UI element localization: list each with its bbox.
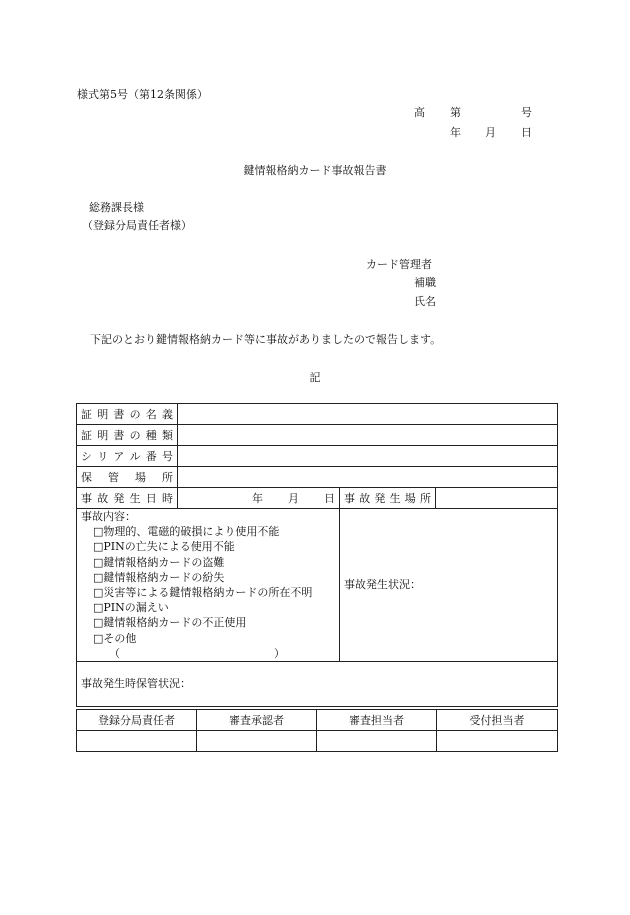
table-row (77, 662, 558, 707)
signature-box[interactable] (77, 731, 197, 752)
checkbox-item[interactable]: □鍵情報格納カードの盗難 (93, 555, 225, 569)
sig-head: 審査承認者 (197, 710, 317, 731)
table-row (77, 404, 558, 425)
certificate-type-field[interactable] (178, 425, 558, 446)
row-label: シ リ ア ル 番 号 (77, 446, 178, 467)
accident-content-cell (77, 509, 340, 662)
number-prefix: 高 (414, 106, 425, 119)
row-label: 証 明 書 の 名 義 (77, 404, 178, 425)
checkbox-item[interactable]: □鍵情報格納カードの不正使用 (93, 616, 247, 630)
table-row (77, 467, 558, 488)
addressee-line2: （登録分局責任者様） (82, 219, 192, 232)
manager-name: 氏名 (414, 295, 436, 308)
date-year: 年 (450, 126, 461, 139)
sig-head: 登録分局責任者 (77, 710, 197, 731)
table-row (77, 509, 558, 662)
number-go: 号 (521, 106, 532, 119)
ki-heading: 記 (309, 371, 321, 384)
accident-situation-label: 事故発生状況： (344, 578, 421, 592)
manager-label: カード管理者 (366, 258, 432, 271)
checkbox-item[interactable]: □PINの漏えい (93, 601, 169, 615)
accident-date-label: 事 故 発 生 日 時 (77, 488, 178, 509)
serial-number-field[interactable] (178, 446, 558, 467)
number-dai: 第 (450, 106, 461, 119)
signature-box[interactable] (437, 731, 558, 752)
unit-month: 月 (288, 492, 299, 505)
sig-head: 審査担当者 (317, 710, 437, 731)
checkbox-item[interactable]: □鍵情報格納カードの紛失 (93, 570, 225, 584)
table-row (77, 488, 558, 509)
date-month: 月 (485, 126, 496, 139)
checkbox-item[interactable]: □物理的、電磁的破損により使用不能 (93, 525, 280, 539)
unit-year: 年 (252, 492, 263, 505)
report-statement: 下記のとおり鍵情報格納カード等に事故がありましたので報告します。 (90, 333, 442, 346)
manager-position: 補職 (414, 276, 436, 289)
form-number: 様式第5号（第12条関係） (77, 88, 208, 101)
table-row (77, 710, 558, 731)
accident-date-field[interactable] (178, 488, 340, 509)
table-row (77, 446, 558, 467)
certificate-holder-field[interactable] (178, 404, 558, 425)
accident-place-label: 事 故 発 生 場 所 (340, 488, 436, 509)
storage-situation-label: 事故発生時保管状況： (81, 677, 191, 691)
signature-box[interactable] (197, 731, 317, 752)
accident-place-field[interactable] (436, 488, 558, 509)
unit-day: 日 (324, 492, 335, 505)
signature-table (76, 709, 558, 752)
checkbox-item[interactable]: □災害等による鍵情報格納カードの所在不明 (93, 586, 313, 600)
table-row (77, 731, 558, 752)
checkbox-item[interactable]: □PINの亡失による使用不能 (93, 540, 235, 554)
sig-head: 受付担当者 (437, 710, 558, 731)
report-table (76, 403, 558, 707)
accident-situation-cell[interactable] (340, 509, 558, 662)
storage-situation-cell[interactable] (77, 662, 558, 707)
accident-content-label: 事故内容： (81, 510, 136, 523)
date-day: 日 (521, 126, 532, 139)
other-details-field[interactable]: （ ） (109, 646, 285, 660)
row-label: 保 管 場 所 (77, 467, 178, 488)
checkbox-item[interactable]: □その他 (93, 631, 137, 645)
table-row (77, 425, 558, 446)
row-label: 証 明 書 の 種 類 (77, 425, 178, 446)
storage-location-field[interactable] (178, 467, 558, 488)
document-title: 鍵情報格納カード事故報告書 (243, 164, 387, 177)
addressee-line1: 総務課長様 (89, 201, 144, 214)
signature-box[interactable] (317, 731, 437, 752)
